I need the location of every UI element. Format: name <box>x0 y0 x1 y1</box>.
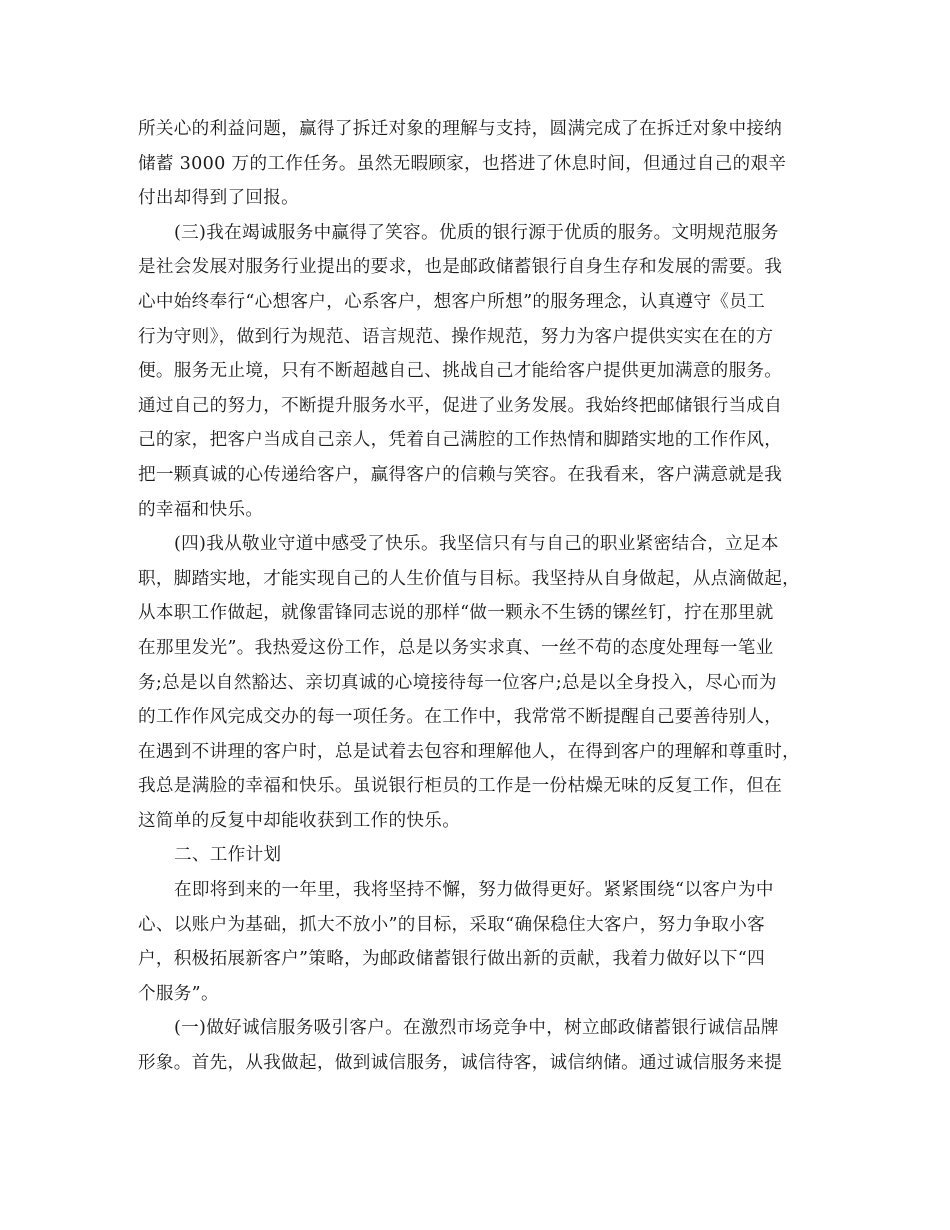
text-line: 心中始终奉行“心想客户，心系客户，想客户所想”的服务理念，认真遵守《员工 <box>138 291 765 312</box>
text-line: 户，积极拓展新客户”策略，为邮政储蓄银行做出新的贡献，我着力做好以下“四 <box>138 949 765 970</box>
text-line: 便。服务无止境，只有不断超越自己、挑战自己才能给客户提供更加满意的服务。 <box>138 361 783 382</box>
text-line: 通过自己的努力，不断提升服务水平，促进了业务发展。我始终把邮储银行当成自 <box>138 395 783 416</box>
text-line: 是社会发展对服务行业提出的要求，也是邮政储蓄银行自身生存和发展的需要。我 <box>138 257 783 278</box>
text-line: 二、工作计划 <box>174 845 282 866</box>
text-line: (四)我从敬业守道中感受了快乐。我坚信只有与自己的职业紧密结合，立足本 <box>174 534 779 555</box>
text-line: 形象。首先，从我做起，做到诚信服务，诚信待客，诚信纳储。通过诚信服务来提 <box>138 1053 783 1074</box>
text-line: 的工作作风完成交办的每一项任务。在工作中，我常常不断提醒自己要善待别人， <box>138 707 783 728</box>
text-line: 把一颗真诚的心传递给客户，赢得客户的信赖与笑容。在我看来，客户满意就是我 <box>138 464 783 485</box>
text-line: 个服务”。 <box>138 983 219 1004</box>
text-line: 己的家，把客户当成自己亲人，凭着自己满腔的工作热情和脚踏实地的工作作风， <box>138 430 783 451</box>
text-line: 在那里发光”。我热爱这份工作，总是以务实求真、一丝不苟的态度处理每一笔业 <box>138 637 774 658</box>
text-line: 付出却得到了回报。 <box>138 188 300 209</box>
text-line: 务;总是以自然豁达、亲切真诚的心境接待每一位客户;总是以全身投入，尽心而为 <box>138 672 777 693</box>
text-line: 从本职工作做起，就像雷锋同志说的那样“做一颗永不生锈的镙丝钉，拧在那里就 <box>138 603 774 624</box>
text-line: 在遇到不讲理的客户时，总是试着去包容和理解他人，在得到客户的理解和尊重时， <box>138 741 801 762</box>
text-line: 这简单的反复中却能收获到工作的快乐。 <box>138 810 461 831</box>
text-line: 我总是满脸的幸福和快乐。虽说银行柜员的工作是一份枯燥无味的反复工作，但在 <box>138 776 783 797</box>
text-line: 行为守则》，做到行为规范、语言规范、操作规范，努力为客户提供实实在在的方 <box>138 326 774 347</box>
text-line: (三)我在竭诚服务中赢得了笑容。优质的银行源于优质的服务。文明规范服务 <box>174 222 779 243</box>
text-line: 心、以账户为基础，抓大不放小”的目标，采取“确保稳住大客户，努力争取小客 <box>138 914 765 935</box>
text-line: 的幸福和快乐。 <box>138 499 264 520</box>
document-body <box>138 112 824 1081</box>
text-line: 所关心的利益问题，赢得了拆迁对象的理解与支持，圆满完成了在拆迁对象中接纳 <box>138 119 783 139</box>
text-line: 储蓄 3000 万的工作任务。虽然无暇顾家，也搭进了休息时间，但通过自己的艰辛 <box>138 153 787 174</box>
text-line: 在即将到来的一年里，我将坚持不懈，努力做得更好。紧紧围绕“以客户为中 <box>174 880 774 901</box>
text-line: 职，脚踏实地，才能实现自己的人生价值与目标。我坚持从自身做起，从点滴做起， <box>138 568 801 589</box>
text-line: (一)做好诚信服务吸引客户。在激烈市场竞争中，树立邮政储蓄银行诚信品牌 <box>174 1018 779 1039</box>
